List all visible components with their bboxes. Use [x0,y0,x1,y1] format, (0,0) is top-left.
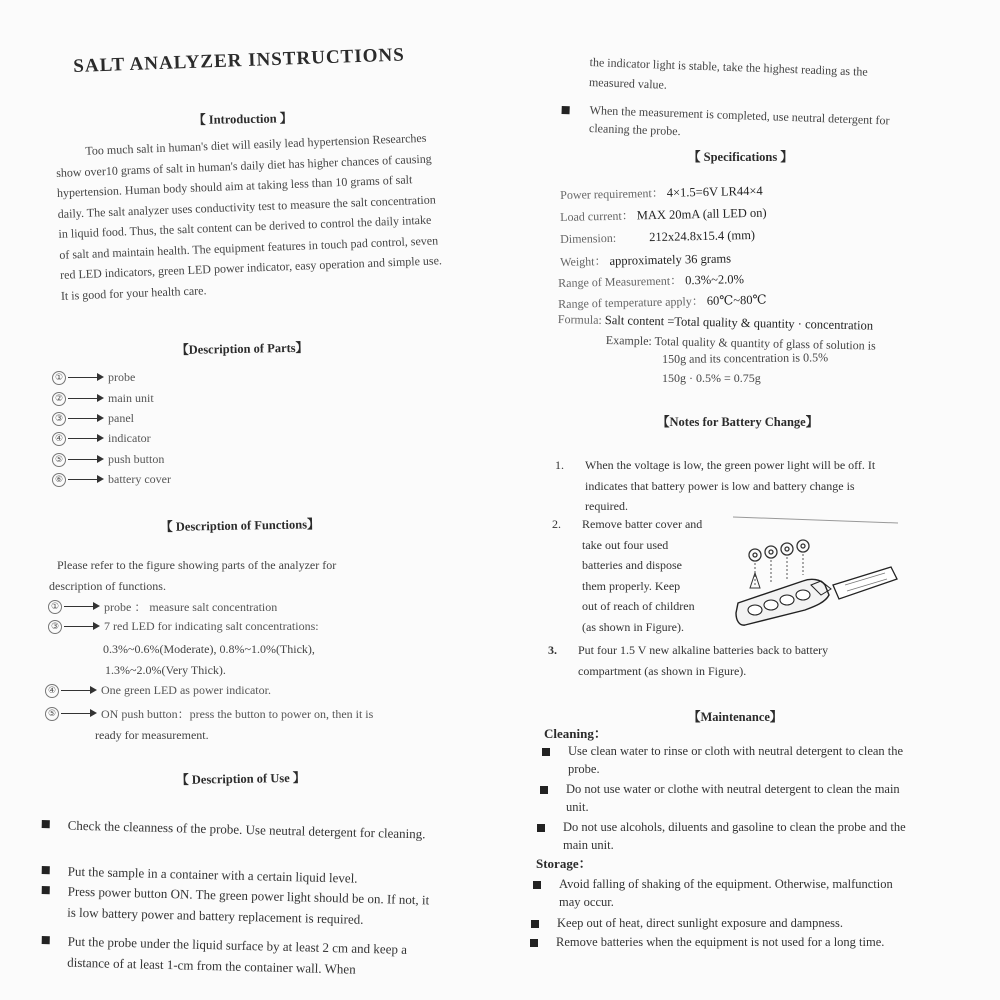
spec-label: Range of Measurement： [558,273,683,290]
cleaning-item [540,780,915,816]
part-item [52,370,135,385]
bullet-icon [42,936,50,944]
arrow-icon [68,398,102,399]
part-item [52,411,134,426]
part-label: push button [108,452,165,466]
use-text: Check the cleanness of the probe. Use neutral detergent for cleaning. [67,817,426,842]
intro-paragraph: Too much salt in human's diet will easily lead hypertension Researches show over10 grams of salt in human's daily diet has higher chances of causing hypertension. Human body should aim at taking less than 10 grams of salt daily. The salt analyzer uses conductivity test to measure the salt concentration in liquid food. Thus, the salt content can be derived to control the daily intake of salt and maintain health. The equipment features in touch pad control, seven red LED indicators, green LED power indicator, easy operation and simple use. It is good for your health care. [55,130,443,303]
spec-label: Range of temperature apply： [558,293,704,311]
bullet-icon [42,866,50,874]
functions-intro-line: Please refer to the figure showing parts of the analyzer for [57,558,337,572]
cleaning-text: Do not use water or clothe with neutral detergent to clean the main unit. [566,782,900,814]
spec-row [560,249,731,270]
bullet-icon [537,824,545,832]
function-text: One green LED as power indicator. [101,683,271,697]
note-line: Put four 1.5 V new alkaline batteries back to battery [578,643,829,657]
note-line: When the voltage is low, the green power light will be off. It [585,458,876,472]
part-item [52,391,154,406]
spec-value: Salt content =Total quality & quantity · concentration [604,312,874,333]
function-subtext: 0.3%~0.6%(Moderate), 0.8%~1.0%(Thick), [103,642,315,656]
bullet-icon [530,939,538,947]
arrow-icon [68,438,102,439]
spec-row [558,312,874,334]
storage-text: Avoid falling of shaking of the equipment. Otherwise, malfunction may occur. [559,877,893,909]
arrow-icon [61,690,95,691]
part-label: main unit [108,391,154,405]
cleaning-text: Use clean water to rinse or cloth with neutral detergent to clean the probe. [568,744,904,776]
number-4-icon: ④ [52,432,66,446]
spec-label: Dimension: [560,230,617,246]
number-1-icon: ① [48,600,62,614]
part-item [52,431,151,446]
number-3-icon: ③ [52,412,66,426]
bullet-icon [42,820,50,828]
battery-note-2 [552,514,732,638]
document-title: SALT ANALYZER INSTRUCTIONS [73,44,406,77]
note-line: them properly. Keep [582,578,681,593]
bullet-icon [531,920,539,928]
spec-example: 150g and its concentration is 0.5% [662,350,829,366]
cleaning-text: Do not use alcohols, diluents and gasoline to clean the probe and the main unit. [563,820,906,852]
parts-heading: 【Description of Parts】 [176,340,309,357]
note-line: indicates that battery power is low and battery change is [585,478,855,493]
use-item [41,930,440,982]
use-item [41,880,440,932]
spec-label: Power requirement： [560,185,664,202]
specs-heading: 【 Specifications 】 [688,150,793,164]
battery-change-figure [733,515,903,640]
number-2-icon: ② [52,392,66,406]
function-subtext: 1.3%~2.0%(Very Thick). [105,663,226,677]
intro-heading: 【 Introduction 】 [193,111,293,127]
arrow-icon [64,626,98,627]
battery-note-1 [555,455,905,515]
spec-value: 4×1.5=6V LR44×4 [666,183,763,200]
note-line: batteries and dispose [582,558,682,572]
spec-label: Load current： [560,208,634,224]
battery-icon [749,540,809,561]
function-item [48,598,277,615]
use-continued: the indicator light is stable, take the highest reading as the measured value. [588,54,868,92]
use-item [41,814,436,845]
part-label: probe [108,370,136,384]
part-item [52,472,171,487]
part-item [52,452,164,467]
arrow-icon [64,606,98,607]
spec-value: 212x24.8x15.4 (mm) [648,227,756,245]
use-heading: 【 Description of Use 】 [176,770,306,787]
function-item [48,619,319,634]
note-line: Remove batter cover and [582,517,703,531]
number-4-icon: ④ [45,684,59,698]
bullet-icon [540,786,548,794]
use-text: Put the probe under the liquid surface by at least 2 cm and keep a distance of at least 1-cm from the container wall. When [67,933,408,977]
bullet-icon [42,886,50,894]
battery-heading: 【Notes for Battery Change】 [657,415,819,429]
part-label: battery cover [108,472,171,486]
function-item [45,705,373,722]
spec-example: Example: Total quality & quantity of glass of solution is [605,333,876,353]
bullet-icon [542,748,550,756]
number-3-icon: ③ [48,620,62,634]
part-label: indicator [108,431,151,445]
arrow-icon [68,418,102,419]
function-text: probe ： measure salt concentration [104,600,278,614]
spec-example: 150g · 0.5% = 0.75g [662,371,761,385]
function-item [45,683,271,698]
battery-note-3 [548,640,928,684]
arrow-icon [68,377,102,378]
maintenance-heading: 【Maintenance】 [688,710,783,724]
function-text: 7 red LED for indicating salt concentrations: [104,619,319,633]
note-number: 1. [555,458,564,472]
arrow-icon [68,479,102,480]
spec-row [560,228,755,247]
spec-row [558,291,767,312]
spec-value: 0.3%~2.0% [684,272,745,288]
note-line: required. [585,499,628,513]
bullet-icon [533,881,541,889]
note-line: out of reach of children [582,599,695,613]
functions-heading: 【 Description of Functions】 [160,517,320,534]
spec-label: Formula: [557,312,605,327]
use-text: Press power button ON. The green power light should be on. If not, it is low battery power and battery replacement is required. [67,883,430,927]
note-line: take out four used [582,537,669,552]
spec-row [558,270,744,291]
cleaning-item [542,742,917,778]
note-number: 3. [548,643,557,657]
spec-value: 60℃~80℃ [706,292,767,308]
storage-item [533,875,908,911]
use-text: When the measurement is completed, use neutral detergent for cleaning the probe. [588,102,890,139]
storage-text: Remove batteries when the equipment is not used for a long time. [556,935,885,949]
number-5-icon: ⑤ [52,453,66,467]
spec-value: approximately 36 grams [609,251,732,268]
spec-row [560,204,767,225]
use-text: Put the sample in a container with a certain liquid level. [67,863,358,886]
spec-value: MAX 20mA (all LED on) [636,205,767,223]
note-line: compartment (as shown in Figure). [578,663,747,678]
number-1-icon: ① [52,371,66,385]
functions-intro-line: description of functions. [49,579,166,593]
function-subtext: ready for measurement. [95,728,209,742]
cleaning-label: Cleaning： [544,726,607,741]
spec-label: Weight： [560,254,607,269]
storage-label: Storage： [536,856,592,871]
part-label: panel [108,411,134,425]
use-item [561,100,912,148]
spec-row [560,182,763,203]
number-5-icon: ⑤ [45,707,59,721]
storage-item [530,933,905,951]
number-6-icon: ⑥ [52,473,66,487]
cleaning-item [537,818,912,854]
bullet-icon [562,106,570,114]
note-number: 2. [552,517,561,531]
storage-item [531,914,906,932]
arrow-icon [68,459,102,460]
storage-text: Keep out of heat, direct sunlight exposure and dampness. [557,916,844,930]
function-text: ON push button：press the button to power on, then it is [101,707,374,721]
note-line: (as shown in Figure). [582,619,684,634]
arrow-icon [61,713,95,714]
